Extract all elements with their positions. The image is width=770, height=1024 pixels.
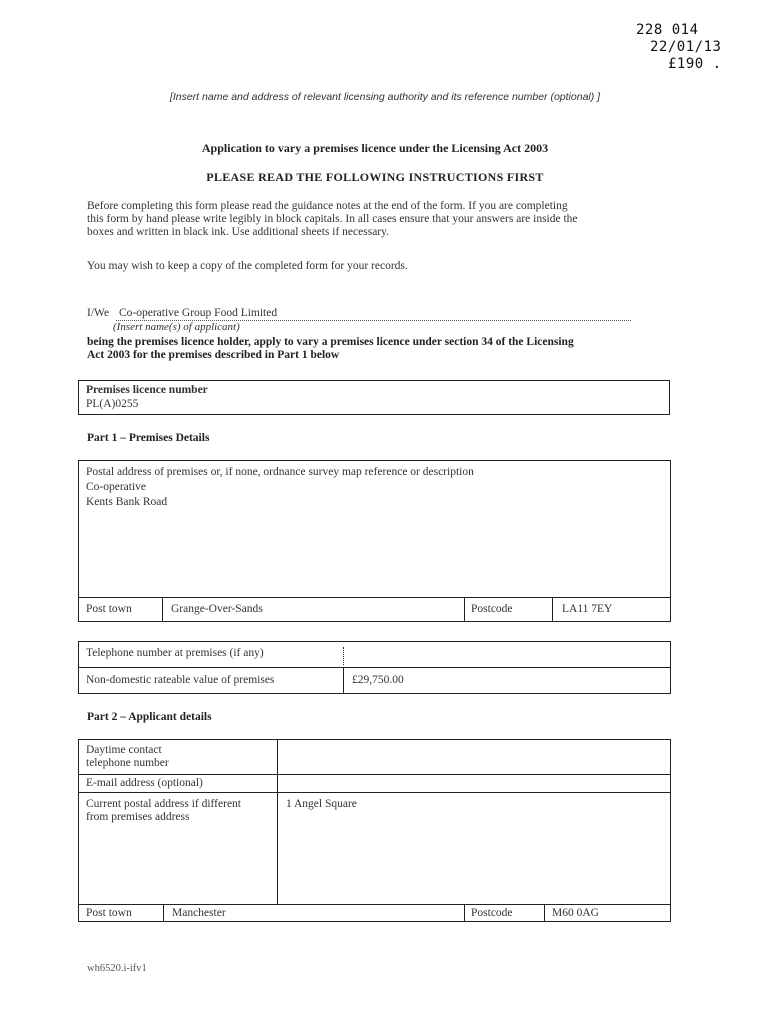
handwritten-ref-number: 228 014 bbox=[636, 22, 699, 38]
form-title: Application to vary a premises licence under the Licensing Act 2003 bbox=[201, 141, 549, 155]
applicant-statement bbox=[87, 336, 687, 362]
form-subtitle: PLEASE READ THE FOLLOWING INSTRUCTIONS FIRST bbox=[206, 170, 544, 184]
premises-telephone-label: Telephone number at premises (if any) bbox=[86, 647, 264, 659]
cell-divider bbox=[163, 904, 164, 922]
authority-note: [Insert name and address of relevant licensing authority and its reference number (optional) ] bbox=[169, 91, 601, 103]
cell-divider bbox=[464, 597, 465, 622]
applicant-statement-line: being the premises licence holder, apply to vary a premises licence under section 34 of the Licensing bbox=[87, 336, 574, 348]
cell-divider bbox=[343, 667, 344, 694]
cell-divider bbox=[464, 904, 465, 922]
applicant-post-town-field[interactable]: Manchester bbox=[172, 907, 226, 919]
part1-heading: Part 1 – Premises Details bbox=[87, 432, 210, 444]
premises-postcode-label: Postcode bbox=[471, 603, 513, 615]
licence-number-label: Premises licence number bbox=[86, 384, 208, 396]
premises-address-line2[interactable]: Kents Bank Road bbox=[86, 496, 168, 508]
applicant-address-label-line: from premises address bbox=[86, 811, 190, 823]
premises-post-row-divider bbox=[78, 597, 671, 598]
premises-phone-rates-divider bbox=[78, 667, 671, 668]
cell-divider bbox=[552, 597, 553, 622]
records-note: You may wish to keep a copy of the completed form for your records. bbox=[87, 260, 408, 272]
instructions-line: this form by hand please write legibly in block capitals. In all cases ensure that your answers are inside the bbox=[87, 213, 578, 225]
row-divider bbox=[78, 904, 671, 905]
footer-reference: wh6520.i-ifv1 bbox=[87, 963, 147, 974]
cell-divider bbox=[343, 647, 344, 665]
handwritten-date: 22/01/13 bbox=[650, 39, 722, 55]
email-field[interactable] bbox=[286, 777, 666, 791]
daytime-phone-label bbox=[86, 744, 169, 770]
row-divider bbox=[78, 774, 671, 775]
premises-postcode-field[interactable]: LA11 7EY bbox=[562, 603, 613, 615]
licence-number-field[interactable]: PL(A)0255 bbox=[86, 398, 139, 410]
email-label: E-mail address (optional) bbox=[86, 777, 203, 789]
applicant-postcode-field[interactable]: M60 0AG bbox=[552, 907, 599, 919]
applicant-address-label bbox=[86, 798, 241, 824]
premises-address-label: Postal address of premises or, if none, ordnance survey map reference or description bbox=[86, 466, 474, 478]
cell-divider bbox=[277, 739, 278, 904]
applicant-address-field[interactable]: 1 Angel Square bbox=[286, 798, 357, 810]
applicant-name-field[interactable]: Co-operative Group Food Limited bbox=[119, 307, 278, 319]
part2-heading: Part 2 – Applicant details bbox=[87, 711, 212, 723]
daytime-phone-label-line: Daytime contact bbox=[86, 744, 162, 756]
instructions-line: boxes and written in black ink. Use additional sheets if necessary. bbox=[87, 226, 390, 238]
premises-address-line1[interactable]: Co-operative bbox=[86, 481, 147, 493]
applicant-post-town-label: Post town bbox=[86, 907, 132, 919]
row-divider bbox=[78, 792, 671, 793]
handwritten-fee: £190 . bbox=[668, 56, 722, 72]
applicant-statement-line: Act 2003 for the premises described in Part 1 below bbox=[87, 349, 340, 361]
premises-post-town-label: Post town bbox=[86, 603, 132, 615]
applicant-address-label-line: Current postal address if different bbox=[86, 798, 241, 810]
daytime-phone-field[interactable] bbox=[286, 752, 666, 768]
cell-divider bbox=[544, 904, 545, 922]
instructions bbox=[87, 200, 687, 239]
applicant-prefix: I/We bbox=[87, 307, 110, 319]
daytime-phone-label-line: telephone number bbox=[86, 757, 169, 769]
premises-post-town-field[interactable]: Grange-Over-Sands bbox=[171, 603, 263, 615]
applicant-name-hint: (Insert name(s) of applicant) bbox=[113, 321, 240, 333]
cell-divider bbox=[162, 597, 163, 622]
rateable-value-field[interactable]: £29,750.00 bbox=[352, 674, 404, 686]
instructions-line: Before completing this form please read the guidance notes at the end of the form. If you are completing bbox=[87, 200, 568, 212]
applicant-postcode-label: Postcode bbox=[471, 907, 513, 919]
rateable-value-label: Non-domestic rateable value of premises bbox=[86, 674, 275, 686]
